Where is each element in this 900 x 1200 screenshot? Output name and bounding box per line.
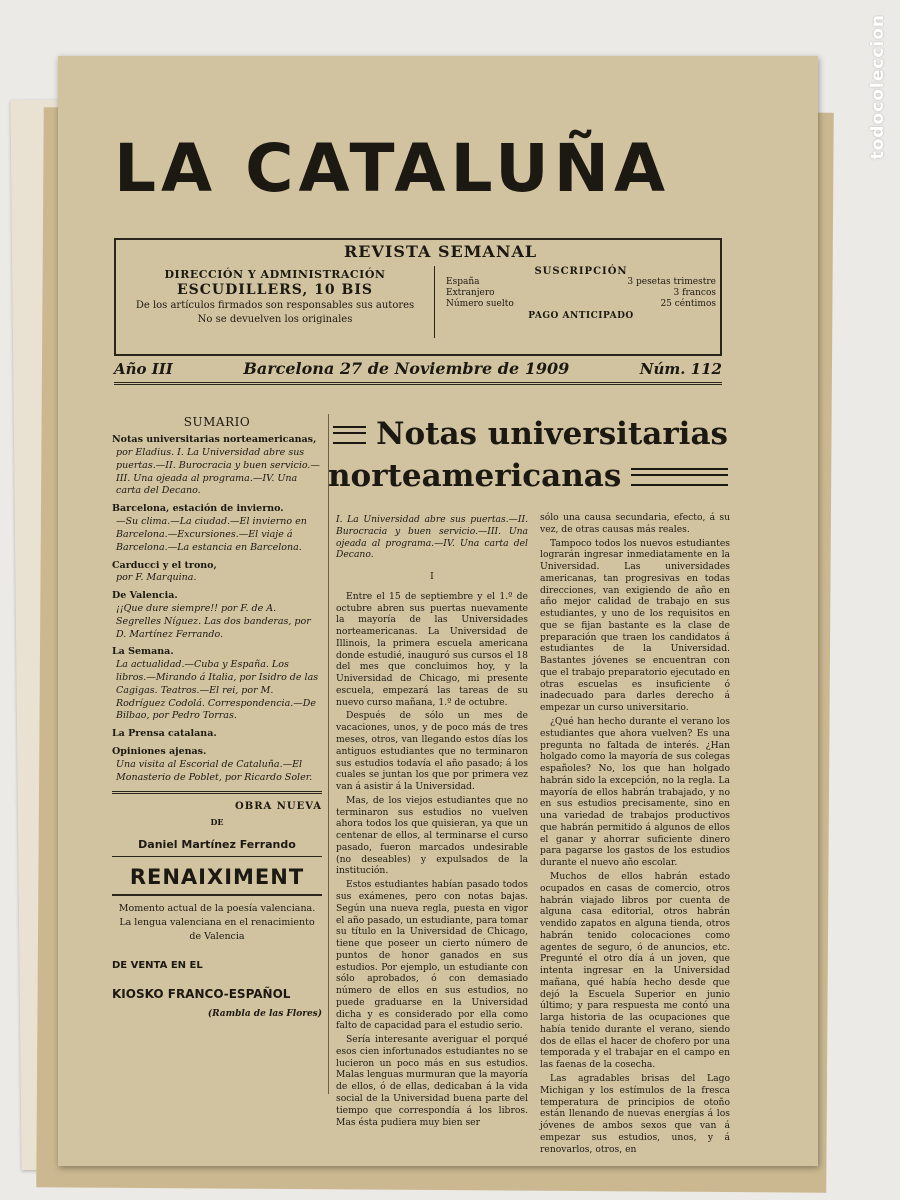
ad-rambla: (Rambla de las Flores) [207,1009,322,1020]
sumario-item-desc: Una visita al Escorial de Cataluña.—El Monasterio de Poblet, por Ricardo Soler. [116,758,313,783]
article-paragraph: Estos estudiantes habían pasado todos sus exámenes, pero con notas bajas. Según una nueva regla, puesta en vigor el año pasado, un estudiante, para tomar su título en la Universidad de Chicago, tiene que poseer un cierto número de puntos de honor ganados en sus estudios. Por ejemplo, un estudiante con sólo aprobados, ó con demasiado número de ellos en sus estudios, no puede graduarse en la Universidad dicha y es considerado por ella como falto de capacidad para el estudio serio. [336,879,528,1032]
sumario-item [112,746,322,784]
subscription-price: 3 francos [673,287,716,298]
address: ESCUDILLERS, 10 BIS [176,282,374,298]
subscription-place: Extranjero [446,287,495,298]
subscription-place: España [446,277,480,287]
subscription-price: 25 céntimos [660,298,716,309]
sumario-item-title: Notas universitarias norteamericanas, [112,434,317,446]
decorative-bars [631,468,728,486]
sumario-item-title: La Semana. [112,646,174,658]
article-paragraph: Muchos de ellos habrán estado ocupados en casas de comercio, otros habrán viajado libros por cuenta de alguna casa editorial, otros habrán vendido zapatos en alguna tienda, otros habrán tenido colocaciones como agentes de seguro, ó de anuncios, etc. Pregunté el otro día á un joven, que intenta ingresar en la Universidad mañana, qué había hecho desde que dejó la Escuela Superior en junio último; y para respuesta me contó una larga historia de las ocupaciones que había tenido durante el verano, siendo dos de ellas el hacer de chofero por una temporada y el trabajar en el campo en las faenas de la cosecha. [540,870,730,1071]
article-paragraph: sólo una causa secundaria, efecto, á su vez, de otras causas más reales. [540,512,730,535]
info-divider [434,266,435,338]
sumario-item [112,434,322,498]
article-paragraph: Mas, de los viejos estudiantes que no terminaron sus estudios no vuelven ahora todos los que quisieran, ya que un centenar de ellos, al terminarse el curso pasado, fueron marcados undesirable (no deseables) y expulsados de la institución. [336,794,528,877]
article-title-line [328,456,728,498]
sumario-item-desc: —Su clima.—La ciudad.—El invierno en Barcelona.—Excursiones.—El viaje á Barcelona.—La estancia en Barcelona. [116,516,307,553]
newspaper-page [58,56,818,1166]
masthead-title: LA CATALUÑA [114,130,671,207]
subscription-block [446,266,716,321]
ad-kiosko: KIOSKO FRANCO-ESPAÑOL [112,987,291,1002]
sumario-title: SUMARIO [183,415,251,429]
ad-description: Momento actual de la poesía valenciana. La lengua valenciana en el renacimiento de Valencia [118,902,316,943]
responsibility-note: De los artículos firmados son responsables sus autores [135,300,415,311]
sumario-item [112,560,322,586]
decorative-bars [333,426,366,444]
article-title [328,414,728,498]
article-title-text: Notas universitarias [376,416,728,452]
dateline [114,359,722,385]
subscription-label: SUSCRIPCIÓN [534,266,628,277]
ad-obra-nueva: OBRA NUEVA [235,800,322,812]
sumario-item [112,728,322,741]
ad-venta: DE VENTA EN EL [112,959,203,971]
sumario-item-desc: por Eladius. I. La Universidad abre sus puertas.—II. Burocracia y buen servicio.—III. Una ojeada al programa.—IV. Una carta del Decano. [116,447,320,497]
article-column [336,514,528,1130]
article-paragraph: Las agradables brisas del Lago Michigan y los estímulos de la fresca temperatura de principios de otoño están llenando de nuevas energías á los jóvenes de ambos sexos que van á empezar sus estudios, unos, y á renovarlos, otros, en [540,1072,730,1155]
sumario-item-title: De Valencia. [112,590,178,602]
subscription-row [446,299,716,310]
subscription-row [446,288,716,299]
originals-note: No se devuelven los originales [197,314,353,325]
direccion-label: DIRECCIÓN Y ADMINISTRACIÓN [164,268,386,281]
subscription-place: Número suelto [446,298,514,309]
ad-book-title: RENAIXIMENT [112,863,322,896]
year-label: Año III [114,360,173,378]
ad-de: DE [210,817,224,827]
sumario-item-title: Opiniones ajenas. [112,746,207,758]
sumario-item-title: Barcelona, estación de invierno. [112,503,284,515]
sumario-item-title: La Prensa catalana. [112,728,217,740]
sumario-item-desc: ¡¡Que dure siempre!! por F. de A. Segrelles Níguez. Las dos banderas, por D. Martínez Ferrando. [116,602,311,640]
sumario-item [112,646,322,723]
watermark-logo: todocoleccion [868,14,888,160]
subscription-row [446,277,716,288]
column-rule [328,414,329,1094]
issue-number: Núm. 112 [639,360,722,378]
subscription-price: 3 pesetas trimestre [627,277,716,287]
section-number: I [430,571,434,583]
book-advertisement [112,800,322,1021]
article-paragraph: Después de sólo un mes de vacaciones, unos, y de poco más de tres meses, otros, van llegando estos días los antiguos estudiantes que no terminaron sus estudios todavía el año pasado; á los cuales se juntan los que por primera vez van á asistir á la Universidad. [336,710,528,793]
article-title-text: norteamericanas [328,457,622,494]
sumario-item-title: Carducci y el trono, [112,559,217,571]
sumario-item [112,503,322,554]
article-title-line [328,414,728,456]
ad-author: Daniel Martínez Ferrando [112,838,322,857]
article-paragraph: ¿Qué han hecho durante el verano los estudiantes que ahora vuelven? Es una pregunta no faltada de interés. ¿Han holgado como la mayoría de sus colegas españoles? No, los que han holgado habrán sido la excepción, no la regla. La mayoría de ellos habrán trabajado, y no en sus estudios precisamente, sino en una variedad de trabajos productivos que habrán permitido á algunos de ellos el ganar y ahorrar suficiente dinero para pagarse los gastos de los estudios durante el nuevo año escolar. [540,716,730,869]
article-paragraph: Entre el 15 de septiembre y el 1.º de octubre abren sus puertas nuevamente la mayoría de las Universidades norteamericanas. La Universidad de Illinois, la primera escuela americana donde estudié, inauguró sus cursos el 18 del mes que concluimos hoy, y la Universidad de Chicago, mi presente escuela, empezará las tareas de su nuevo curso mañana, 1.º de octubre. [336,590,528,708]
article-intro: I. La Universidad abre sus puertas.—II. Burocracia y buen servicio.—III. Una ojeada al programa.—IV. Una carta del Decano. [336,514,528,561]
payment-note: PAGO ANTICIPADO [528,311,634,322]
subtitle: REVISTA SEMANAL [338,242,543,261]
article-paragraph: Tampoco todos los nuevos estudiantes lograrán ingresar inmediatamente en la Universidad. Las universidades americanas, tan progresivas en todas direcciones, van exigiendo de año en año mejor calidad de trabajo en sus estudiantes, y uno de los requisitos en que se fijan bastante es la clase de preparación que traen los candidatos á estudiantes de la Universidad. Bastantes jóvenes se encuentran con que el trabajo preparatorio ejecutado en otras escuelas es insuficiente ó inadecuado para darles derecho á empezar un curso universitario. [540,537,730,714]
sumario-item [112,590,322,641]
sumario-item-desc: por F. Marquina. [116,572,197,584]
article-column [540,512,730,1157]
article-paragraph: Sería interesante averiguar el porqué esos cien infortunados estudiantes no se lucieron un poco más en sus estudios. Malas lenguas murmuran que la mayoría de ellos, ó de ellas, dedicaban á la vida social de la Universidad buena parte del tiempo que correspondía á los libros. Mas ésta pudiera muy bien ser [336,1034,528,1128]
issue-date: Barcelona 27 de Noviembre de 1909 [243,359,570,378]
direccion-block [120,268,430,326]
sumario-item-desc: La actualidad.—Cuba y España. Los libros.—Mirando á Italia, por Isidro de las Cagigas. Teatros.—El rei, por M. Rodríguez Codolá. Correspondencia.—De Bilbao, por Pedro Torras. [116,659,319,722]
left-column [112,414,322,1021]
section-rule [112,791,322,794]
